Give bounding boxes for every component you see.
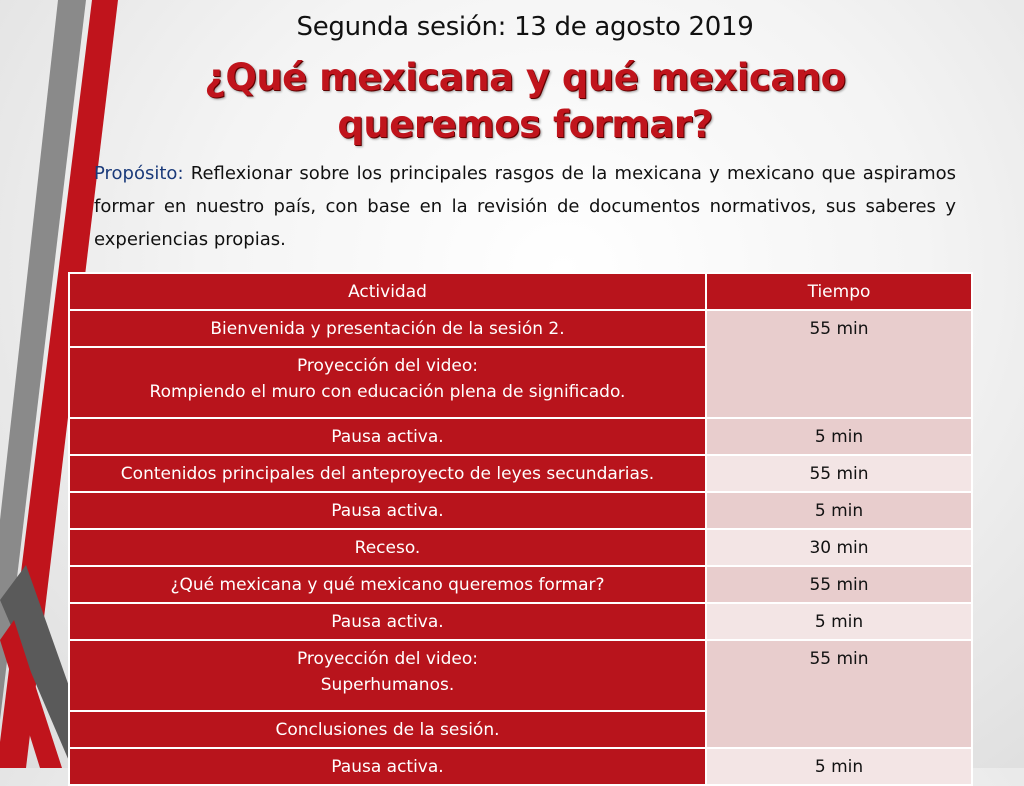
header-activity: Actividad [69,273,706,310]
activity-cell: Contenidos principales del anteproyecto de leyes secundarias. [69,455,706,492]
slide-title: ¿Qué mexicana y qué mexicano queremos formar? [204,56,846,146]
table-row [69,455,972,492]
activity-line: Proyección del video: [296,356,479,376]
activity-cell: Pausa activa. [69,492,706,529]
table-row [69,748,972,785]
time-cell: 5 min [706,492,972,529]
activity-line: Proyección del video: [296,649,479,669]
activity-cell: Conclusiones de la sesión. [69,711,706,748]
activity-cell: Receso. [69,529,706,566]
activity-line: Superhumanos. [320,675,455,695]
time-cell: 55 min [706,640,972,748]
activity-cell: Pausa activa. [69,418,706,455]
session-subtitle: Segunda sesión: 13 de agosto 2019 [296,12,754,42]
header-time: Tiempo [706,273,972,310]
table-row [69,640,972,711]
activity-cell [69,640,706,711]
activity-cell [69,347,706,418]
purpose-text: Reflexionar sobre los principales rasgos de la mexicana y mexicano que aspiramos formar en nuestro país, con base en la revisión de documentos normativos, sus saberes y experiencias propias. [94,163,956,250]
table-row [69,566,972,603]
time-cell: 5 min [706,603,972,640]
time-cell: 30 min [706,529,972,566]
table-row [69,418,972,455]
table-row [69,603,972,640]
time-cell: 5 min [706,418,972,455]
table-row [69,310,972,347]
table-row [69,529,972,566]
activity-cell: Bienvenida y presentación de la sesión 2. [69,310,706,347]
table-row [69,492,972,529]
activity-cell: Pausa activa. [69,748,706,785]
time-cell: 55 min [706,566,972,603]
activity-cell: Pausa activa. [69,603,706,640]
activity-cell: ¿Qué mexicana y qué mexicano queremos formar? [69,566,706,603]
time-cell: 55 min [706,455,972,492]
purpose-paragraph [94,157,956,256]
time-cell: 5 min [706,748,972,785]
purpose-label: Propósito: [94,163,184,184]
time-cell: 55 min [706,310,972,418]
activity-line: Rompiendo el muro con educación plena de significado. [149,382,626,402]
schedule-table [68,272,973,786]
table-header-row [69,273,972,310]
